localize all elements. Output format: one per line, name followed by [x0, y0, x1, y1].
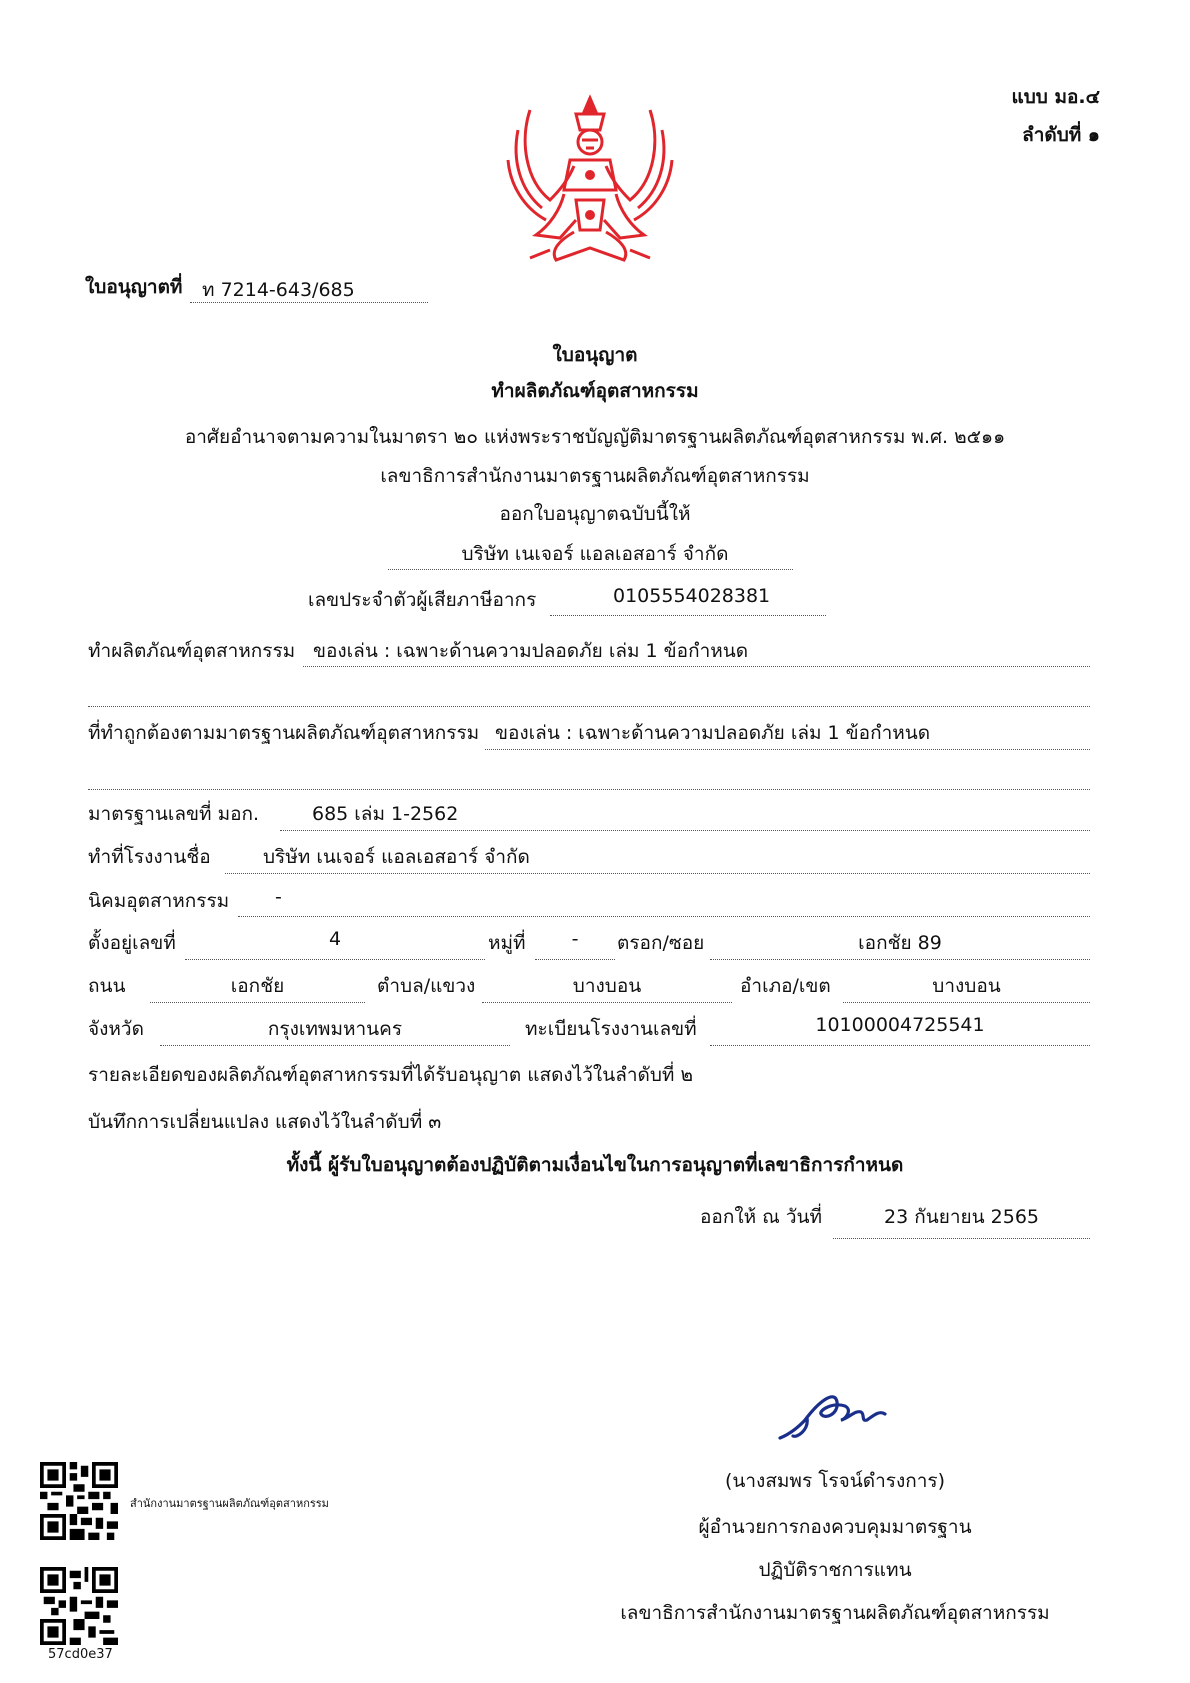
- product-label: ทำผลิตภัณฑ์อุตสาหกรรม: [88, 640, 296, 662]
- address-moo-value: -: [571, 928, 579, 950]
- signatory-position3: เลขาธิการสำนักงานมาตรฐานผลิตภัณฑ์อุตสาหกรรม: [620, 1602, 1050, 1624]
- document-subtitle: ทำผลิตภัณฑ์อุตสาหกรรม: [491, 380, 699, 402]
- address-road-value: เอกชัย: [230, 975, 285, 997]
- preamble-line1: อาศัยอำนาจตามความในมาตรา ๒๐ แห่งพระราชบัญญัติมาตรฐานผลิตภัณฑ์อุตสาหกรรม พ.ศ. ๒๕๑๑: [184, 426, 1006, 448]
- qr-code-icon: [40, 1462, 118, 1540]
- address-road-label: ถนน: [88, 975, 126, 997]
- product-value: ของเล่น : เฉพาะด้านความปลอดภัย เล่ม 1 ข้อกำหนด: [313, 640, 749, 662]
- footer-agency: สำนักงานมาตรฐานผลิตภัณฑ์อุตสาหกรรม: [130, 1497, 329, 1510]
- estate-value: -: [275, 886, 282, 908]
- address-moo-label: หมู่ที่: [488, 932, 526, 954]
- handwritten-signature-icon: [775, 1380, 905, 1450]
- conforms-value: ของเล่น : เฉพาะด้านความปลอดภัย เล่ม 1 ข้อกำหนด: [495, 722, 931, 744]
- signatory-name: (นางสมพร โรจน์ดำรงการ): [724, 1470, 946, 1492]
- address-no-label: ตั้งอยู่เลขที่: [88, 932, 176, 954]
- qr-code-icon: [40, 1567, 118, 1645]
- estate-label: นิคมอุตสาหกรรม: [88, 890, 230, 912]
- address-subdistrict-label: ตำบล/แขวง: [377, 975, 476, 997]
- form-code: แบบ มอ.๔: [1011, 86, 1100, 108]
- condition-note: ทั้งนี้ ผู้รับใบอนุญาตต้องปฏิบัติตามเงื่อนไขในการอนุญาตที่เลขาธิการกำหนด: [286, 1154, 904, 1176]
- preamble-line2: เลขาธิการสำนักงานมาตรฐานผลิตภัณฑ์อุตสาหกรรม: [380, 465, 810, 487]
- signatory-position1: ผู้อำนวยการกองควบคุมมาตรฐาน: [698, 1516, 972, 1538]
- address-no-value: 4: [328, 928, 342, 950]
- license-no-label: ใบอนุญาตที่: [85, 276, 183, 298]
- license-no-value: ท 7214-643/685: [202, 279, 355, 301]
- tax-id-label: เลขประจำตัวผู้เสียภาษีอากร: [308, 589, 537, 611]
- address-subdistrict-value: บางบอน: [572, 975, 642, 997]
- issued-label: ออกให้ ณ วันที่: [700, 1206, 823, 1228]
- address-district-value: บางบอน: [932, 975, 1001, 997]
- address-province-value: กรุงเทพมหานคร: [267, 1018, 403, 1040]
- factory-label: ทำที่โรงงานชื่อ: [88, 846, 211, 868]
- issued-date: 23 กันยายน 2565: [883, 1206, 1040, 1228]
- details-note: รายละเอียดของผลิตภัณฑ์อุตสาหกรรมที่ได้รับอนุญาต แสดงไว้ในลำดับที่ ๒: [88, 1064, 693, 1086]
- factory-reg-value: 10100004725541: [815, 1014, 985, 1036]
- signatory-position2: ปฏิบัติราชการแทน: [758, 1559, 912, 1581]
- address-province-label: จังหวัด: [88, 1018, 144, 1040]
- licensee-name: บริษัท เนเจอร์ แอลเอสอาร์ จำกัด: [461, 543, 729, 565]
- preamble-line3: ออกใบอนุญาตฉบับนี้ให้: [499, 503, 691, 525]
- address-soi-label: ตรอก/ซอย: [617, 932, 705, 954]
- document-title: ใบอนุญาต: [552, 344, 638, 366]
- form-order: ลำดับที่ ๑: [1022, 124, 1100, 146]
- footer-code: 57cd0e37: [48, 1647, 113, 1662]
- factory-value: บริษัท เนเจอร์ แอลเอสอาร์ จำกัด: [263, 846, 530, 868]
- address-district-label: อำเภอ/เขต: [740, 975, 831, 997]
- tax-id-value: 0105554028381: [613, 585, 771, 607]
- garuda-emblem-icon: [490, 90, 690, 270]
- address-soi-value: เอกชัย 89: [858, 932, 942, 954]
- changes-note: บันทึกการเปลี่ยนแปลง แสดงไว้ในลำดับที่ ๓: [88, 1111, 442, 1133]
- conforms-label: ที่ทำถูกต้องตามมาตรฐานผลิตภัณฑ์อุตสาหกรรม: [88, 722, 480, 744]
- factory-reg-label: ทะเบียนโรงงานเลขที่: [525, 1018, 697, 1040]
- standard-label: มาตรฐานเลขที่ มอก.: [88, 803, 260, 825]
- standard-value: 685 เล่ม 1-2562: [312, 803, 459, 825]
